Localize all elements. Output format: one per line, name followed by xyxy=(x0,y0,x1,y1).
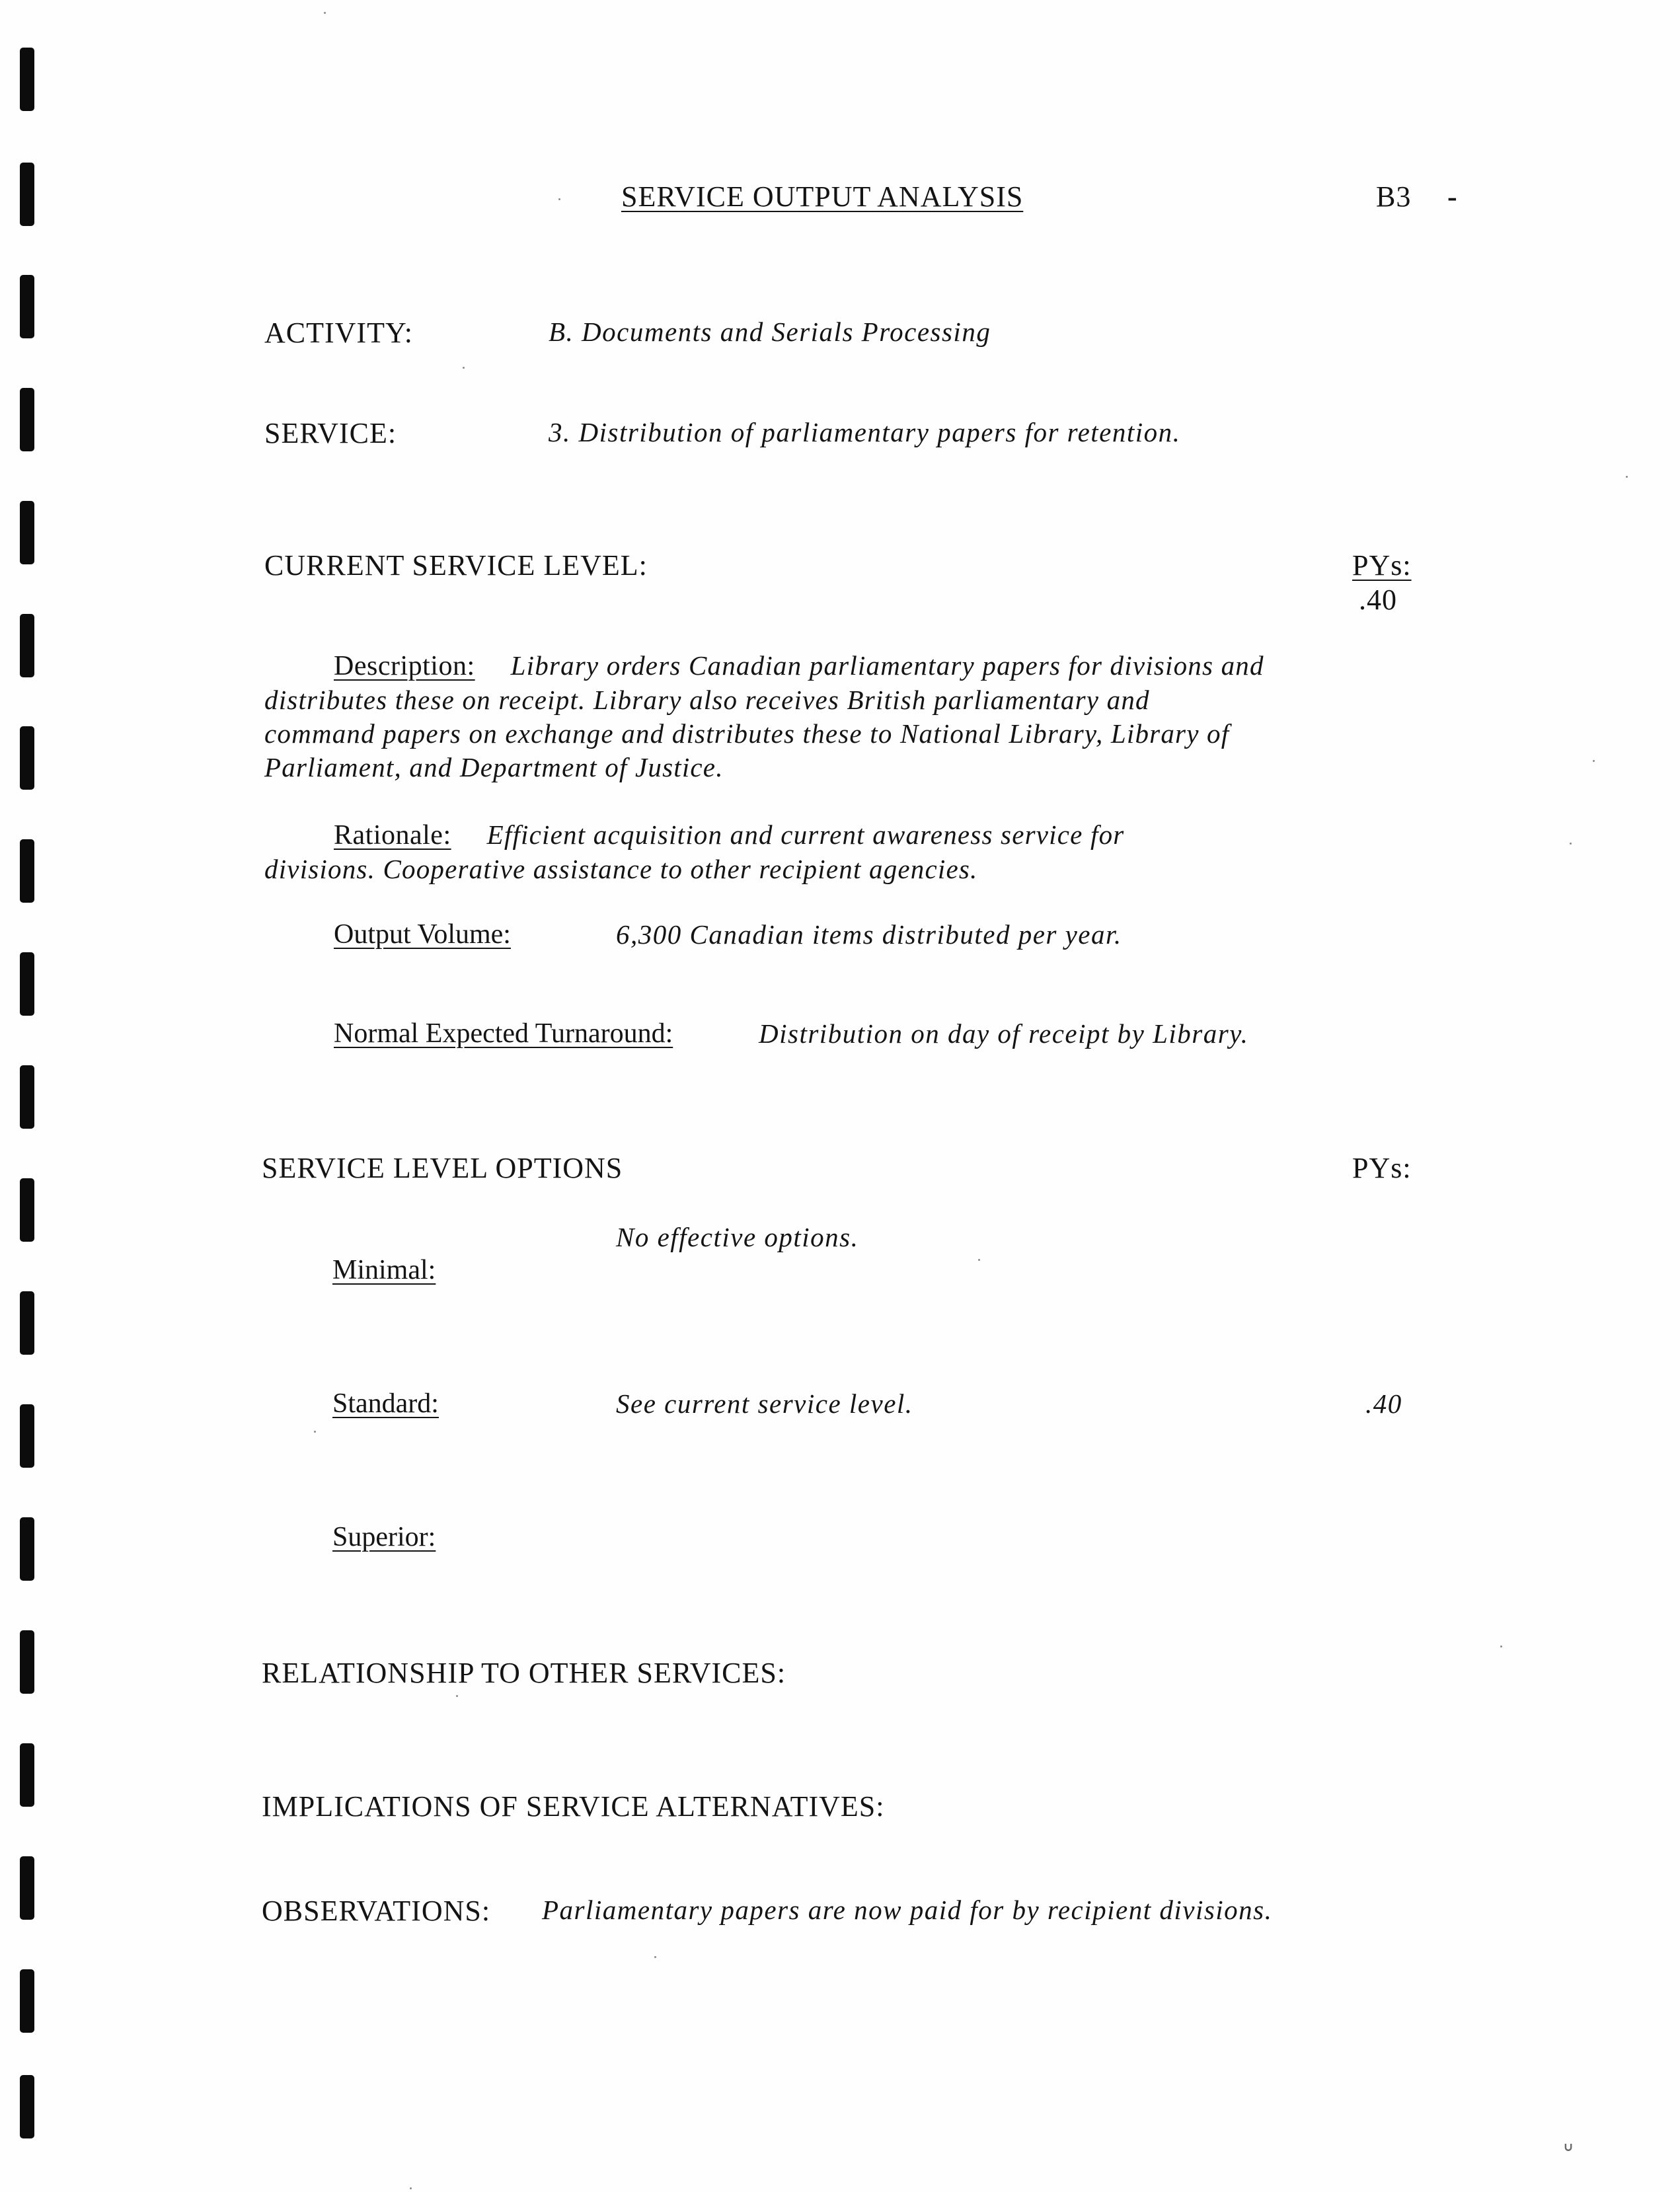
rationale-label: Rationale: xyxy=(334,820,451,850)
binder-hole xyxy=(20,1743,34,1807)
output-volume-label: Output Volume: xyxy=(334,919,511,950)
service-value: 3. Distribution of parliamentary papers for retention. xyxy=(549,417,1181,447)
binder-hole xyxy=(20,1291,34,1355)
scan-speck xyxy=(324,12,326,14)
binder-hole xyxy=(20,952,34,1016)
scan-speck xyxy=(410,2187,412,2189)
rationale-line: Efficient acquisition and current awareness service for xyxy=(486,819,1125,850)
observations-label: OBSERVATIONS: xyxy=(262,1895,491,1927)
output-volume-value: 6,300 Canadian items distributed per year. xyxy=(616,919,1122,950)
binder-hole xyxy=(20,1969,34,2033)
standard-label: Standard: xyxy=(332,1388,439,1419)
description-line: distributes these on receipt. Library also receives British parliamentary and xyxy=(264,685,1150,715)
rationale-paragraph xyxy=(264,818,1124,886)
standard-value: See current service level. xyxy=(616,1388,913,1419)
binder-hole xyxy=(20,163,34,226)
binder-hole xyxy=(20,726,34,790)
scan-speck xyxy=(558,198,560,200)
description-label: Description: xyxy=(334,651,475,681)
page-code-dash: - xyxy=(1447,180,1458,213)
scan-speck xyxy=(463,367,465,369)
binder-hole xyxy=(20,1178,34,1242)
page-code: B3 xyxy=(1376,180,1412,213)
activity-value: B. Documents and Serials Processing xyxy=(549,317,991,347)
scan-speck xyxy=(1593,760,1595,762)
rationale-line: divisions. Cooperative assistance to other recipient agencies. xyxy=(264,854,978,884)
binder-hole xyxy=(20,1856,34,1920)
binder-hole xyxy=(20,1404,34,1468)
scan-speck xyxy=(978,1259,980,1261)
turnaround-label: Normal Expected Turnaround: xyxy=(334,1018,673,1049)
scan-speck xyxy=(314,1431,316,1433)
implications-heading: IMPLICATIONS OF SERVICE ALTERNATIVES: xyxy=(262,1790,885,1823)
scan-mark: ᐡ xyxy=(1563,2138,1574,2168)
scan-speck xyxy=(456,1695,458,1697)
relationship-heading: RELATIONSHIP TO OTHER SERVICES: xyxy=(262,1657,786,1689)
binder-hole xyxy=(20,48,34,111)
binder-hole xyxy=(20,1630,34,1694)
binder-hole xyxy=(20,614,34,677)
description-line: Parliament, and Department of Justice. xyxy=(264,752,724,782)
scan-speck xyxy=(1626,476,1628,478)
standard-pys: .40 xyxy=(1365,1388,1402,1419)
current-level-heading: CURRENT SERVICE LEVEL: xyxy=(264,549,648,582)
superior-label: Superior: xyxy=(332,1522,436,1552)
description-line: Library orders Canadian parliamentary papers for divisions and xyxy=(510,650,1264,681)
current-pys-label: PYs: xyxy=(1352,549,1412,582)
options-pys-label: PYs: xyxy=(1352,1152,1412,1184)
description-paragraph xyxy=(264,649,1264,784)
turnaround-value: Distribution on day of receipt by Library. xyxy=(759,1018,1249,1049)
page-title: SERVICE OUTPUT ANALYSIS xyxy=(621,180,1024,213)
current-pys-value: .40 xyxy=(1359,584,1397,616)
minimal-label: Minimal: xyxy=(332,1255,436,1285)
binder-hole xyxy=(20,388,34,451)
binder-hole xyxy=(20,1517,34,1581)
activity-label: ACTIVITY: xyxy=(264,317,413,349)
minimal-value: No effective options. xyxy=(616,1222,859,1252)
observations-value: Parliamentary papers are now paid for by recipient divisions. xyxy=(542,1895,1273,1925)
options-heading: SERVICE LEVEL OPTIONS xyxy=(262,1152,623,1184)
binder-hole xyxy=(20,839,34,903)
scan-speck xyxy=(1570,843,1572,845)
description-line: command papers on exchange and distributes these to National Library, Library of xyxy=(264,718,1230,749)
binder-hole xyxy=(20,1065,34,1129)
scan-speck xyxy=(654,1956,656,1958)
binder-hole xyxy=(20,275,34,338)
binder-hole xyxy=(20,2075,34,2138)
service-label: SERVICE: xyxy=(264,417,397,449)
scan-speck xyxy=(1500,1645,1502,1647)
binder-hole xyxy=(20,501,34,564)
